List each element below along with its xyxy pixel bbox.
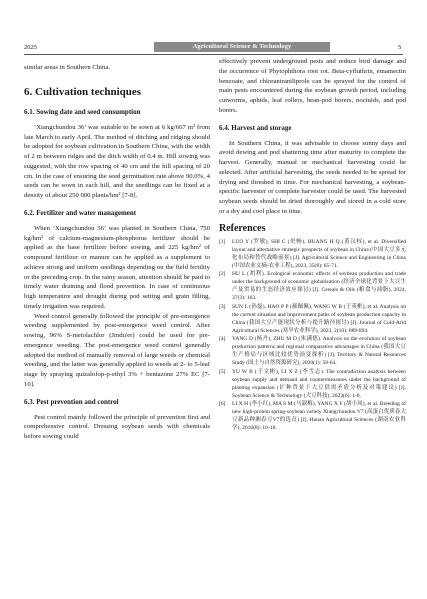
- subsection-6-4-paragraph: In Southern China, it was advisable to choose sunny days and avoid dewing and pod shattering time after maturity to complete the harvest. Generally, manual or mechanical harvesting could be selected. After artificial harvesting, the seeds needed to be spread for drying and threshed in time. For mechanical harvesting, a soybean-specific harvester or complete harvester could be used. The harvested soybean seeds should be dried thoroughly and stored in a cold store or a dry and cool place in time.: [219, 139, 406, 215]
- continued-paragraph: effectively prevent underground pests and reduce bird damage and the occurrence of Phytophthora root rot. Beta-cyfluthrin, emamectin benzoate, and chlorantraniliprole can be sprayed for the control of main pests encountered during the soybean growth period, including cutworms, aphids, leaf rollers, bean-pod borers, noctuids, and pod borers.: [219, 58, 406, 114]
- reference-item: [2] HU L (胡利). Ecological economic effects of soybean production and trade under the background of economic globalization (经济全球化背景下大豆生产及贸易的生态经济效应探讨) [J]. Cereals & Oils (粮食与油脂), 2024, 37(3): 163.: [219, 271, 406, 301]
- references-title: References: [219, 222, 266, 234]
- subsection-6-2-title: 6.2. Fertilizer and water management: [24, 208, 137, 217]
- section-title: 6. Cultivation techniques: [24, 85, 142, 98]
- intro-text: similar areas in Southern China.: [24, 64, 110, 71]
- subsection-6-4-title: 6.4. Harvest and storage: [219, 123, 292, 132]
- subsection-6-1-title: 6.1. Sowing date and seed consumption: [24, 107, 141, 116]
- page-number: 5: [398, 44, 402, 51]
- header-rule: [24, 54, 403, 55]
- left-column: [24, 63, 210, 442]
- subsection-6-2-paragraph-1: When ‘Xiangchundou 36’ was planted in Southern China, 750 kg/hm² of calcium-magnesium-phosphorus fertilizer should be applied as the base fertilizer before sowing, and 225 kg/hm² of compound fertilizer or manure can be applied as a supplement to achieve strong and uniform seedlings depending on the field fertility or the preceding crop. In the rainy season, attention should be paid to timely water draining and flood prevention. In case of continuous high temperature and drought during pod setting and grain filling, timely irrigation was required.: [24, 224, 210, 310]
- journal-title-banner: Agricultural Science & Technology: [154, 42, 330, 52]
- reference-list: [219, 238, 406, 433]
- header-year: 2025: [24, 44, 37, 51]
- reference-item: [6] LI X H (李小红), MA S M (马淑梅), YANG X F (胡小凤), et al. Breeding of new high-protein spring-soybean variety Xiangchundou V7 (高蛋白优质春大豆新品种湘春豆V7的选育) [J]. Hunan Agricultural Sciences (湖南农业科学), 2016(8): 16-18.: [219, 401, 406, 431]
- reference-item: [3] SUN L (孙磊), HAO P P (郝佩佩), WANG W B (王英彬), et al. Analysis on the current situation and improvement paths of soybean production capacity in China (我国大豆产能现状分析与提升路径探讨) [J]. Journal of Cold-Arid Agricultural Sciences (寒旱农业科学), 2023, 2(10): 889-894.: [219, 303, 406, 334]
- subsection-6-3-paragraph: Pest control mainly followed the principle of prevention first and comprehensive control. Dressing soybean seeds with chemicals before sowing could: [24, 413, 210, 440]
- right-column: [219, 57, 406, 433]
- reference-item: [5] YU W B (于文彬), LI X Z (李雪志). The contradiction analysis between soybean supply and demand and countermeasures under the background of planting expansion (扩种背景下大豆供需矛盾分析及对策建议) [J]. Soybean Science & Technology (大豆科技), 2023(6): 1-8.: [219, 368, 406, 399]
- reference-item: [1] LUO Y (罗敏), SHI C (史畅), HUANG H Q (黄汉权), et al. Diversified layout and alternative strategic prospects of soybean in China (中国大豆多元化布局和替代战略前景) [J]. Agricultural Science and Engineering in China (中国农业文摘-农业工程), 2023, 35(8): 65-71.: [219, 238, 406, 269]
- subsection-6-1-paragraph: ‘Xiangchundou 36’ was suitable to be sown at 6 kg/667 m² from late March to early April. The method of ditching and ridging should be adopted for soybean cultivation in Southern China, with the width of 2 m between ridges and the ditch width of 0.4 m. Hill sowing was suggested, with the row spacing of 40 cm and the hill spacing of 20 cm. In the case of ensuring the seed germination rate above 90.0%, 4 seeds can be sown in each hill, and the seedlings can be fixed at a density of about 250 000 plants/hm² [7-8].: [24, 123, 210, 199]
- subsection-6-3-title: 6.3. Pest prevention and control: [24, 397, 119, 406]
- reference-item: [4] YANG D (杨丹), ZHU M D (朱满德). Analysis on the evolution of soybean production patterns and regional comparative advantages in China (我国大豆生产格局与区域比较优势演变探析) [J]. Territory & Natural Resources Study (国土与自然资源研究), 2020(1): 58-64.: [219, 336, 406, 366]
- subsection-6-2-paragraph-2: Weed control generally followed the principle of pre-emergence weeding supplemented by post-emergence weed control. After sowing, 96% S-metolachlor (Jindu'er) could be used for pre-emergence weeding. The post-emergence weed control generally adopted the method of manually removal of large weeds or chemical weeding, and the latter was generally applied to weeds at 2- to 5-leaf stage by spraying quizalofop-p-ethyl 3% + bentazone 27% EC [7-10].: [24, 312, 210, 388]
